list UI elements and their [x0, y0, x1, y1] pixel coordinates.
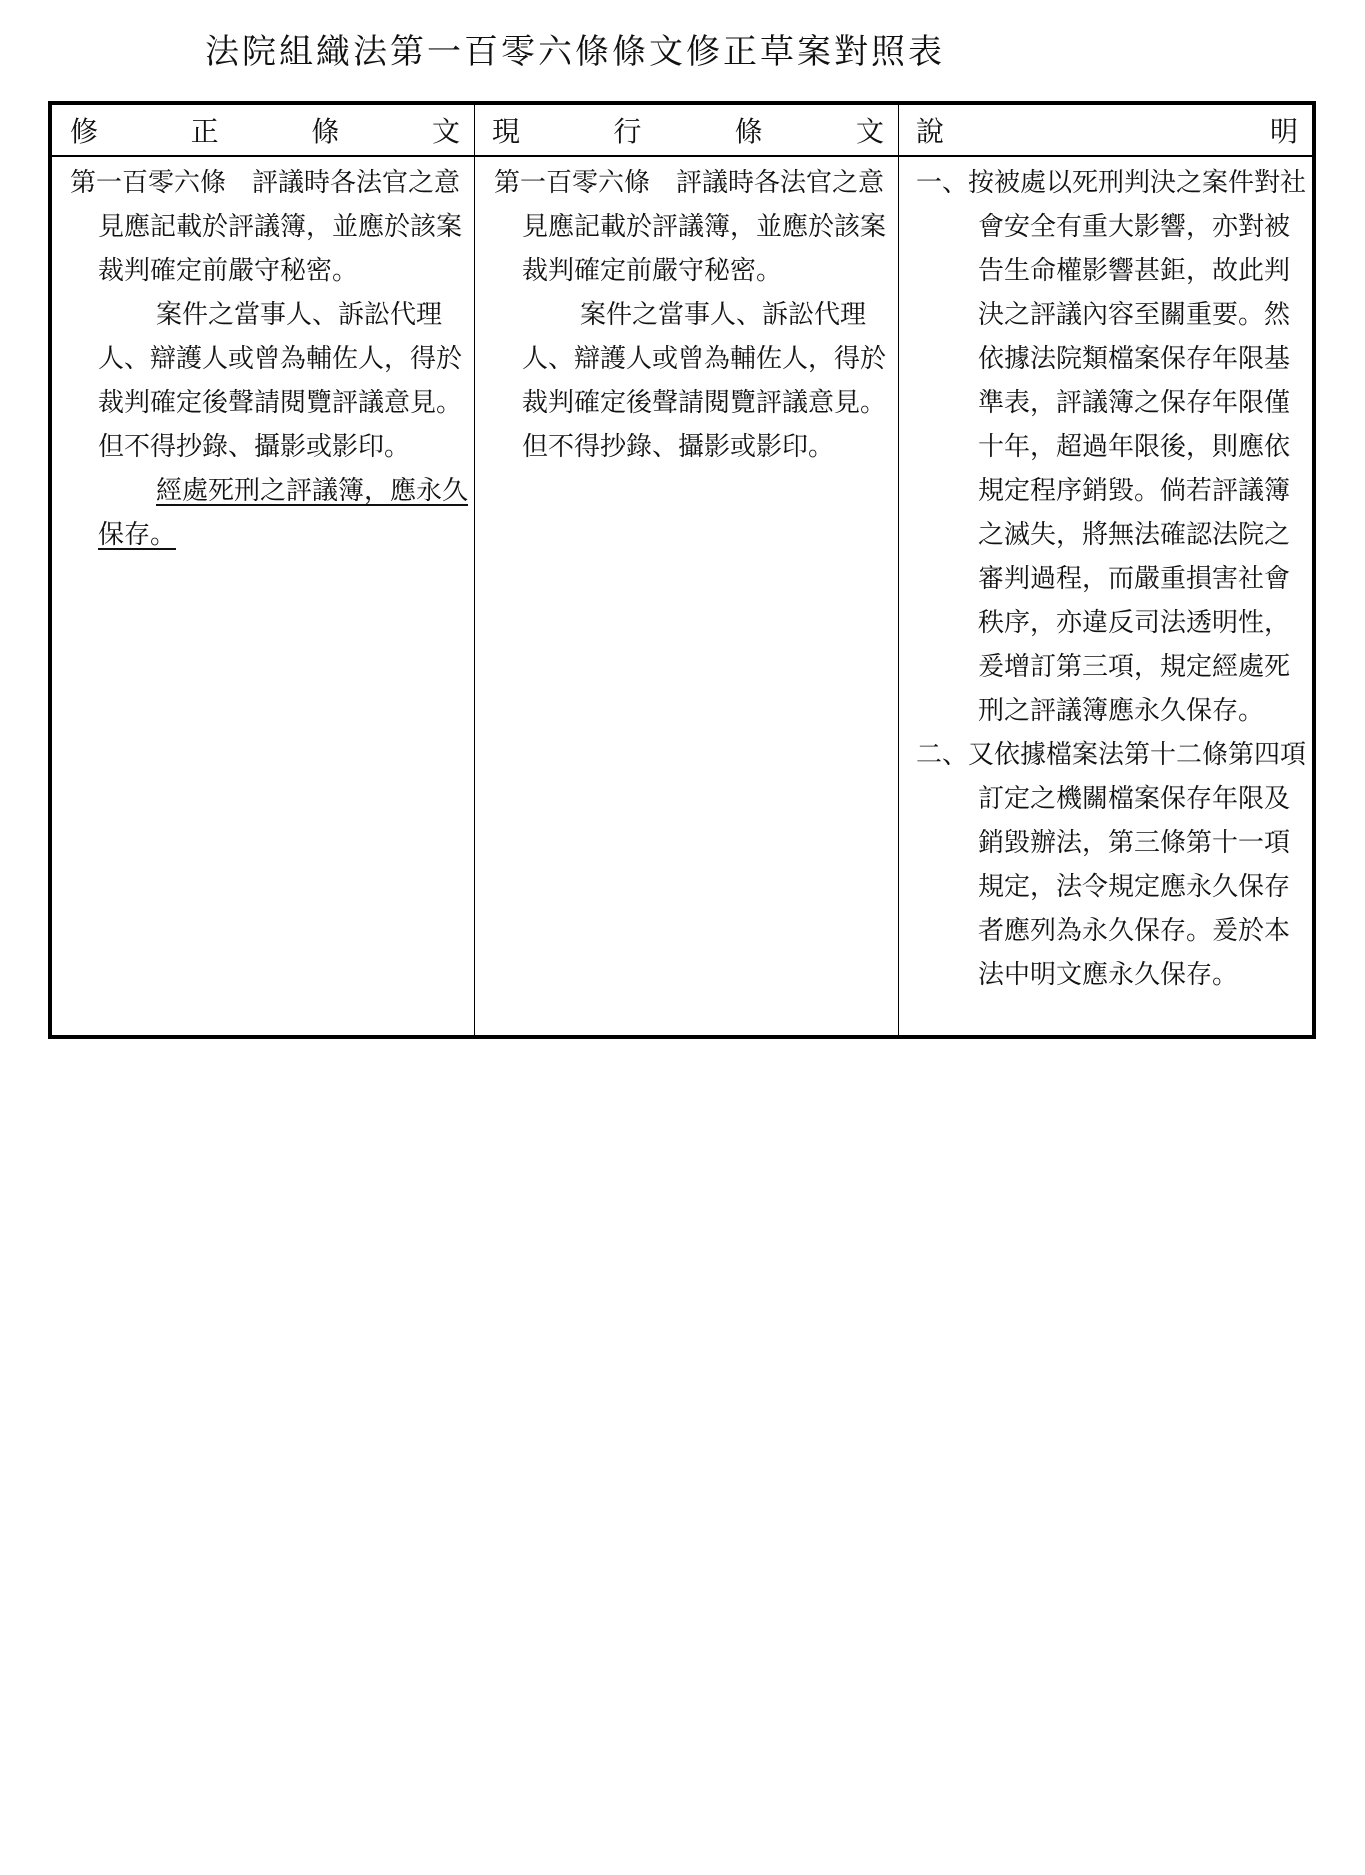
header-char: 條 [734, 115, 763, 148]
header-char: 正 [190, 115, 219, 148]
header-char: 文 [855, 115, 884, 148]
header-char: 現 [492, 115, 521, 148]
current-paragraph-2: 案件之當事人、訴訟代理人、辯護人或曾為輔佐人，得於裁判確定後聲請閱覽評議意見。但不得抄錄、攝影或影印。 [522, 300, 887, 462]
header-char: 明 [1269, 115, 1298, 148]
current-paragraph-1: 第一百零六條 評議時各法官之意見應記載於評議簿，並應於該案裁判確定前嚴守秘密。 [494, 168, 887, 286]
amended-paragraph-2: 案件之當事人、訴訟代理人、辯護人或曾為輔佐人，得於裁判確定後聲請閱覽評議意見。但不得抄錄、攝影或影印。 [98, 300, 463, 462]
explanation-item-1: 一、按被處以死刑判決之案件對社會安全有重大影響，亦對被告生命權影響甚鉅，故此判決之評議內容至關重要。然依據法院類檔案保存年限基準表，評議簿之保存年限僅十年，超過年限後，則應依規定程序銷毀。倘若評議簿之滅失，將無法確認法院之審判過程，而嚴重損害社會秩序，亦違反司法透明性，爰增訂第三項，規定經處死刑之評議簿應永久保存。 [916, 168, 1307, 726]
amended-paragraph-3-new: 經處死刑之評議簿，應永久保存。 [98, 476, 469, 550]
document-title: 法院組織法第一百零六條條文修正草案對照表 [205, 32, 945, 72]
header-char: 修 [70, 115, 99, 148]
header-current-text [474, 105, 898, 155]
header-char: 行 [613, 115, 642, 148]
column-divider [474, 105, 475, 1035]
comparison-table [48, 101, 1316, 1039]
column-divider [898, 105, 899, 1035]
header-explanation [898, 105, 1312, 155]
header-amended-text [52, 105, 474, 155]
header-char: 條 [311, 115, 340, 148]
header-char: 說 [916, 115, 945, 148]
header-char: 文 [431, 115, 460, 148]
explanation-item-2: 二、又依據檔案法第十二條第四項訂定之機關檔案保存年限及銷毀辦法，第三條第十一項規定，法令規定應永久保存者應列為永久保存。爰於本法中明文應永久保存。 [916, 740, 1307, 990]
explanation-cell [916, 161, 1314, 997]
amended-paragraph-1: 第一百零六條 評議時各法官之意見應記載於評議簿，並應於該案裁判確定前嚴守秘密。 [70, 168, 463, 286]
current-text-cell [494, 161, 892, 469]
amended-text-cell [70, 161, 468, 557]
header-divider [52, 155, 1312, 157]
